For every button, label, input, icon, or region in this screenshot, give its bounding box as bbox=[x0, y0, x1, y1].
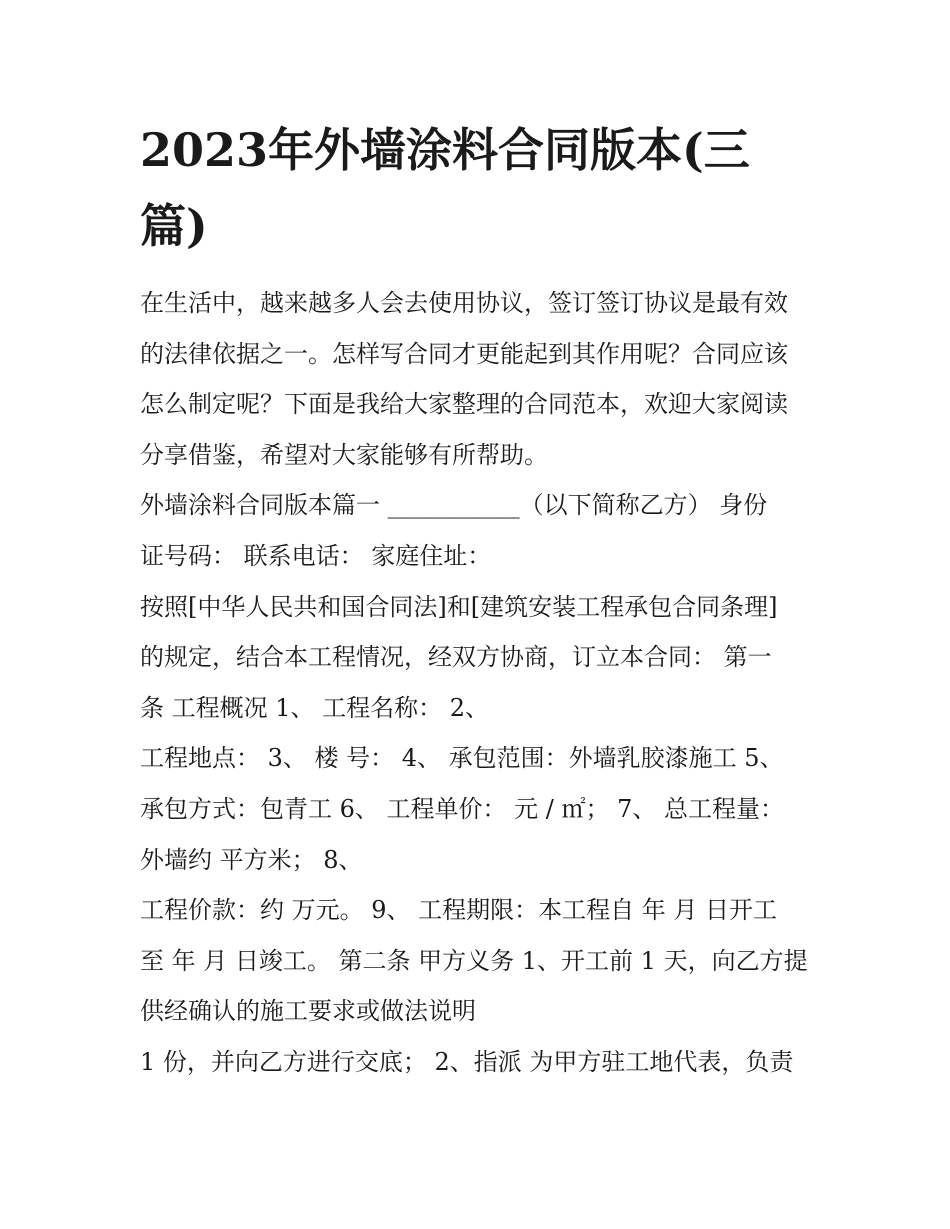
title-line-1: 2023年外墙涂料合同版本(三 bbox=[140, 123, 750, 177]
body-line: 至 年 月 日竣工。 第二条 甲方义务 1、开工前 1 天，向乙方提 bbox=[140, 946, 808, 975]
body-line: 按照[中华人民共和国合同法]和[建筑安装工程承包合同条理] bbox=[140, 592, 778, 621]
document-body bbox=[140, 278, 820, 1088]
title-line-2: 篇) bbox=[140, 199, 208, 253]
body-line: 工程地点： 3、 楼 号： 4、 承包范围：外墙乳胶漆施工 5、 bbox=[140, 744, 784, 773]
body-line: 外墙约 平方米； 8、 bbox=[140, 845, 363, 874]
body-line: 工程价款：约 万元。 9、 工程期限：本工程自 年 月 日开工 bbox=[140, 896, 778, 925]
body-line: 外墙涂料合同版本篇一 ___________（以下简称乙方） 身份 bbox=[140, 491, 768, 520]
body-line: 1 份，并向乙方进行交底； 2、指派 为甲方驻工地代表，负责 bbox=[140, 1047, 794, 1076]
body-line: 分享借鉴，希望对大家能够有所帮助。 bbox=[140, 440, 548, 469]
body-line: 承包方式：包青工 6、 工程单价： 元 / ㎡； 7、 总工程量： bbox=[140, 794, 785, 823]
body-line: 怎么制定呢？下面是我给大家整理的合同范本，欢迎大家阅读 bbox=[140, 390, 788, 419]
body-line: 在生活中，越来越多人会去使用协议，签订签订协议是最有效 bbox=[140, 289, 788, 317]
body-line: 的规定，结合本工程情况，经双方协商，订立本合同： 第一 bbox=[140, 643, 772, 672]
body-line: 证号码： 联系电话： 家庭住址： bbox=[140, 541, 492, 570]
document-title bbox=[140, 112, 820, 264]
body-line: 供经确认的施工要求或做法说明 bbox=[140, 997, 476, 1026]
body-line: 的法律依据之一。怎样写合同才更能起到其作用呢？合同应该 bbox=[140, 339, 788, 368]
body-line: 条 工程概况 1、 工程名称： 2、 bbox=[140, 693, 490, 722]
